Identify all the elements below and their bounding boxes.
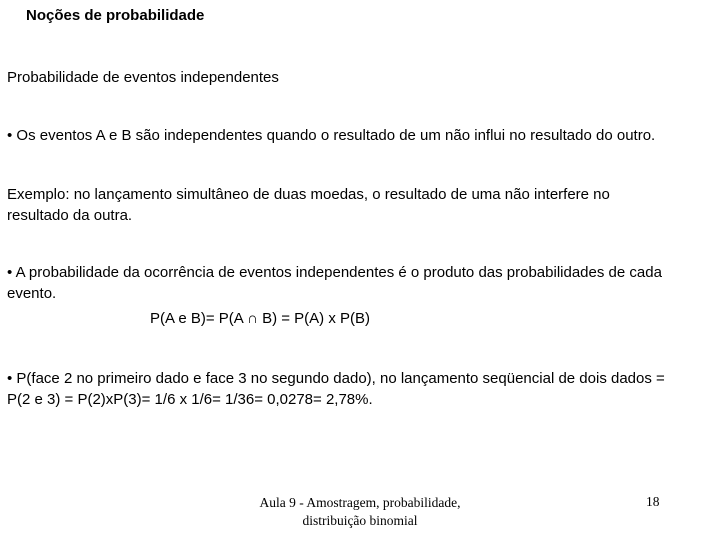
dice-example-line-1: • P(face 2 no primeiro dado e face 3 no segundo dado), no lançamento seqüencial de dois dados = (7, 370, 665, 387)
independence-definition-bullet: • Os eventos A e B são independentes quando o resultado de um não influi no resultado do outro. (7, 127, 656, 144)
probability-formula: P(A e B)= P(A ∩ B) = P(A) x P(B) (150, 310, 371, 327)
example-line-2: resultado da outra. (7, 207, 133, 224)
dice-example-line-2: P(2 e 3) = P(2)xP(3)= 1/6 x 1/6= 1/36= 0,0278= 2,78%. (7, 391, 373, 408)
footer-line-2: distribuição binomial (302, 513, 418, 528)
footer-line-1: Aula 9 - Amostragem, probabilidade, (259, 495, 461, 510)
product-rule-line-1: • A probabilidade da ocorrência de eventos independentes é o produto das probabilidades de cada (7, 264, 662, 281)
footer-course-info (250, 494, 470, 530)
page-number: 18 (646, 494, 660, 509)
product-rule-bullet (7, 262, 713, 304)
section-subtitle: Probabilidade de eventos independentes (7, 69, 279, 86)
slide-title: Noções de probabilidade (26, 7, 205, 24)
example-line-1: Exemplo: no lançamento simultâneo de duas moedas, o resultado de uma não interfere no (7, 186, 610, 203)
dice-example-bullet (7, 368, 713, 410)
product-rule-line-2: evento. (7, 285, 57, 302)
example-paragraph (7, 184, 713, 226)
